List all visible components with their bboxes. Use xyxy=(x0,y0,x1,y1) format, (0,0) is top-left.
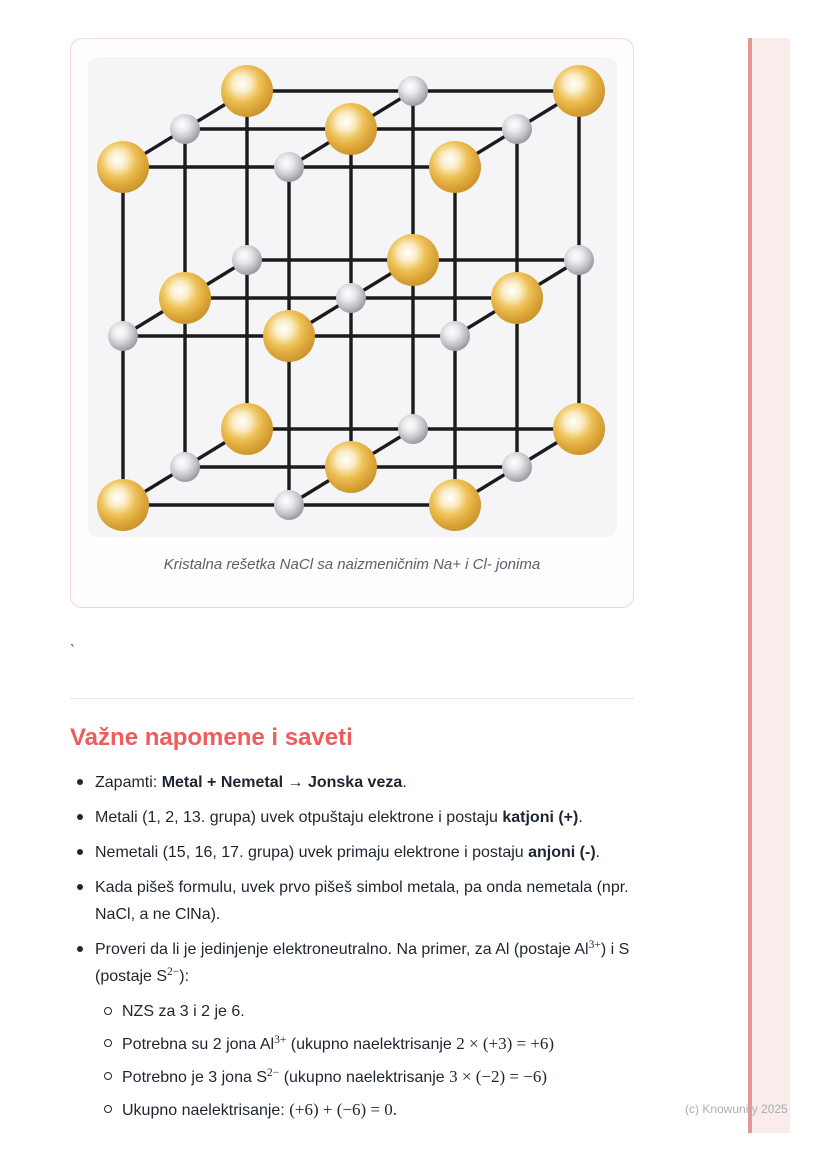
document-content xyxy=(70,38,634,1129)
bullet-item xyxy=(70,804,634,831)
section-heading: Važne napomene i saveti xyxy=(70,724,353,751)
nacl-lattice-svg xyxy=(88,57,617,537)
bullet-dot-icon xyxy=(77,779,83,785)
bullet-item xyxy=(70,839,634,866)
bullet-text: Kada pišeš formulu, uvek prvo pišeš simbol metala, pa onda nemetala (npr. NaCl, a ne ClNa). xyxy=(95,879,629,923)
bullet-text: Potrebna su 2 jona $Al^{3+}$ (ukupno naelektrisanje 2 × (+3) = +6) xyxy=(122,1034,555,1053)
figure-caption: Kristalna rešetka NaCl sa naizmeničnim Na+ i Cl- jonima xyxy=(163,556,541,573)
nacl-lattice-image xyxy=(88,57,617,537)
figure-card xyxy=(70,38,634,608)
notes-bullet-list xyxy=(70,769,634,1124)
bullet-text: Potrebno je 3 jona $S^{2-}$ (ukupno naelektrisanje 3 × (−2) = −6) xyxy=(122,1067,547,1086)
bullet-text: Ukupno naelektrisanje: (+6) + (−6) = 0. xyxy=(122,1100,397,1119)
sub-bullet-item xyxy=(70,1096,634,1124)
bullet-circle-icon xyxy=(104,1007,112,1015)
bullet-text: Proveri da li je jedinjenje elektroneutralno. Na primer, za Al (postaje $Al^{3+}$) i S (postaje $S^{2-}$): xyxy=(95,939,630,985)
bullet-dot-icon xyxy=(77,814,83,820)
bullet-text: Nemetali (15, 16, 17. grupa) uvek primaju elektrone i postaju anjoni (-). xyxy=(95,844,601,861)
bullet-circle-icon xyxy=(104,1105,112,1113)
section-divider xyxy=(70,698,634,699)
sub-bullet-item xyxy=(70,1030,634,1058)
sub-bullet-item xyxy=(70,998,634,1025)
bullet-item xyxy=(70,769,634,796)
bullet-dot-icon xyxy=(77,884,83,890)
stray-backtick: ` xyxy=(70,642,75,659)
sub-bullet-item xyxy=(70,1063,634,1091)
bullet-circle-icon xyxy=(104,1072,112,1080)
bullet-text: Metali (1, 2, 13. grupa) uvek otpuštaju elektrone i postaju katjoni (+). xyxy=(95,809,583,826)
right-margin-strip xyxy=(752,38,790,1133)
bullet-circle-icon xyxy=(104,1039,112,1047)
bullet-dot-icon xyxy=(77,946,83,952)
watermark: (c) Knowunity 2025 xyxy=(685,1102,788,1116)
bullet-dot-icon xyxy=(77,849,83,855)
bullet-item xyxy=(70,874,634,928)
bullet-text: NZS za 3 i 2 je 6. xyxy=(122,1003,245,1020)
bullet-text: Zapamti: Metal + Nemetal → Jonska veza. xyxy=(95,774,407,791)
bullet-item xyxy=(70,936,634,990)
